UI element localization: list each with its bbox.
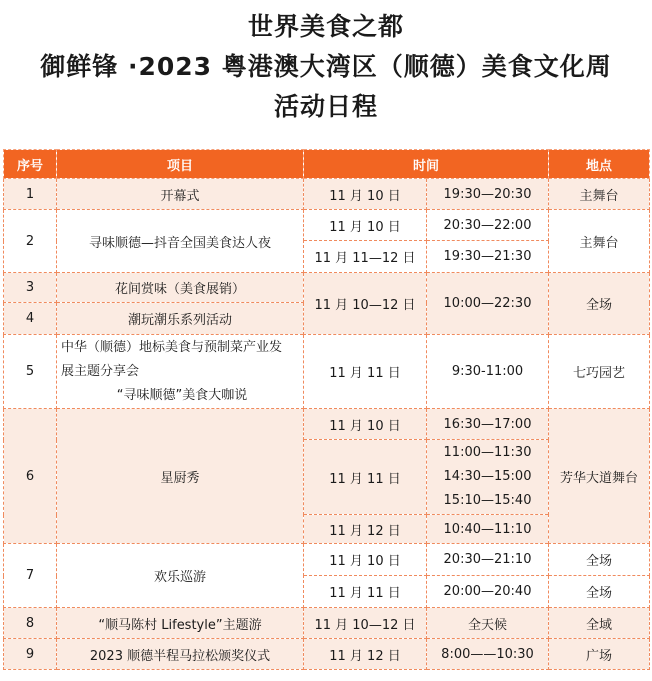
row-item: 2023 顺德半程马拉松颁奖仪式 [57,639,304,670]
row-item-line: “寻味顺德”美食大咖说 [116,387,248,403]
row-time: 20:30—22:00 [427,210,549,241]
row-time: 10:00—22:30 [427,273,549,335]
row-time: 16:30—17:00 [427,409,549,440]
row-time: 全天候 [427,608,549,639]
row-place: 七巧园艺 [549,335,650,409]
table-row [4,409,650,440]
row-item: 寻味顺德—抖音全国美食达人夜 [57,210,304,273]
row-no: 2 [4,210,57,273]
row-date: 11 月 10 日 [304,544,427,576]
time-slot: 14:30—15:00 [443,469,532,484]
row-time: 8:00——10:30 [427,639,549,670]
row-no: 4 [4,303,57,335]
time-slot: 11:00—11:30 [443,445,532,460]
row-item: 星厨秀 [57,409,304,544]
row-item [57,335,304,409]
row-place: 全场 [549,544,650,576]
row-place: 广场 [549,639,650,670]
row-date: 11 月 12 日 [304,515,427,544]
title-line-3: 活动日程 [273,92,378,121]
row-place: 全场 [549,273,650,335]
row-place: 芳华大道舞台 [549,409,650,544]
row-item: 花间赏味（美食展销） [57,273,304,303]
row-place: 全域 [549,608,650,639]
title-line-1: 世界美食之都 [247,12,404,41]
row-date: 11 月 10—12 日 [304,273,427,335]
row-item: “顺马陈村 Lifestyle”主题游 [57,608,304,639]
row-no: 6 [4,409,57,544]
table-row [4,544,650,576]
table-row [4,608,650,639]
row-time: 19:30—21:30 [427,241,549,273]
row-time: 9:30-11:00 [427,335,549,409]
row-time: 19:30—20:30 [427,179,549,210]
header-time: 时间 [304,150,549,179]
row-no: 9 [4,639,57,670]
row-time: 10:40—11:10 [427,515,549,544]
table-row [4,639,650,670]
table-row [4,210,650,241]
row-no: 7 [4,544,57,608]
time-slot: 15:10—15:40 [443,493,532,508]
row-place: 主舞台 [549,179,650,210]
table-row [4,179,650,210]
header-no: 序号 [4,150,57,179]
row-place: 全场 [549,576,650,608]
row-date: 11 月 11 日 [304,576,427,608]
row-date: 11 月 10 日 [304,409,427,440]
row-item-line: 中华（顺德）地标美食与预制菜产业发 [61,339,283,355]
row-date: 11 月 12 日 [304,639,427,670]
row-place: 主舞台 [549,210,650,273]
row-item-line: 展主题分享会 [61,363,140,379]
row-date: 11 月 11—12 日 [304,241,427,273]
schedule-table [3,149,650,670]
row-date: 11 月 10 日 [304,179,427,210]
table-header-row [4,150,650,179]
row-no: 5 [4,335,57,409]
row-date: 11 月 11 日 [304,335,427,409]
row-time: 20:30—21:10 [427,544,549,576]
row-time: 20:00—20:40 [427,576,549,608]
table-row [4,335,650,409]
row-no: 1 [4,179,57,210]
table-row [4,273,650,303]
row-date: 11 月 10 日 [304,210,427,241]
row-date: 11 月 11 日 [304,440,427,515]
row-item: 潮玩潮乐系列活动 [57,303,304,335]
row-item: 开幕式 [57,179,304,210]
row-time-multi [427,440,549,515]
row-no: 8 [4,608,57,639]
row-no: 3 [4,273,57,303]
row-date: 11 月 10—12 日 [304,608,427,639]
header-item: 项目 [57,150,304,179]
header-place: 地点 [549,150,650,179]
row-item: 欢乐巡游 [57,544,304,608]
title-line-2: 御鲜锋 ·2023 粤港澳大湾区（顺德）美食文化周 [40,52,612,81]
